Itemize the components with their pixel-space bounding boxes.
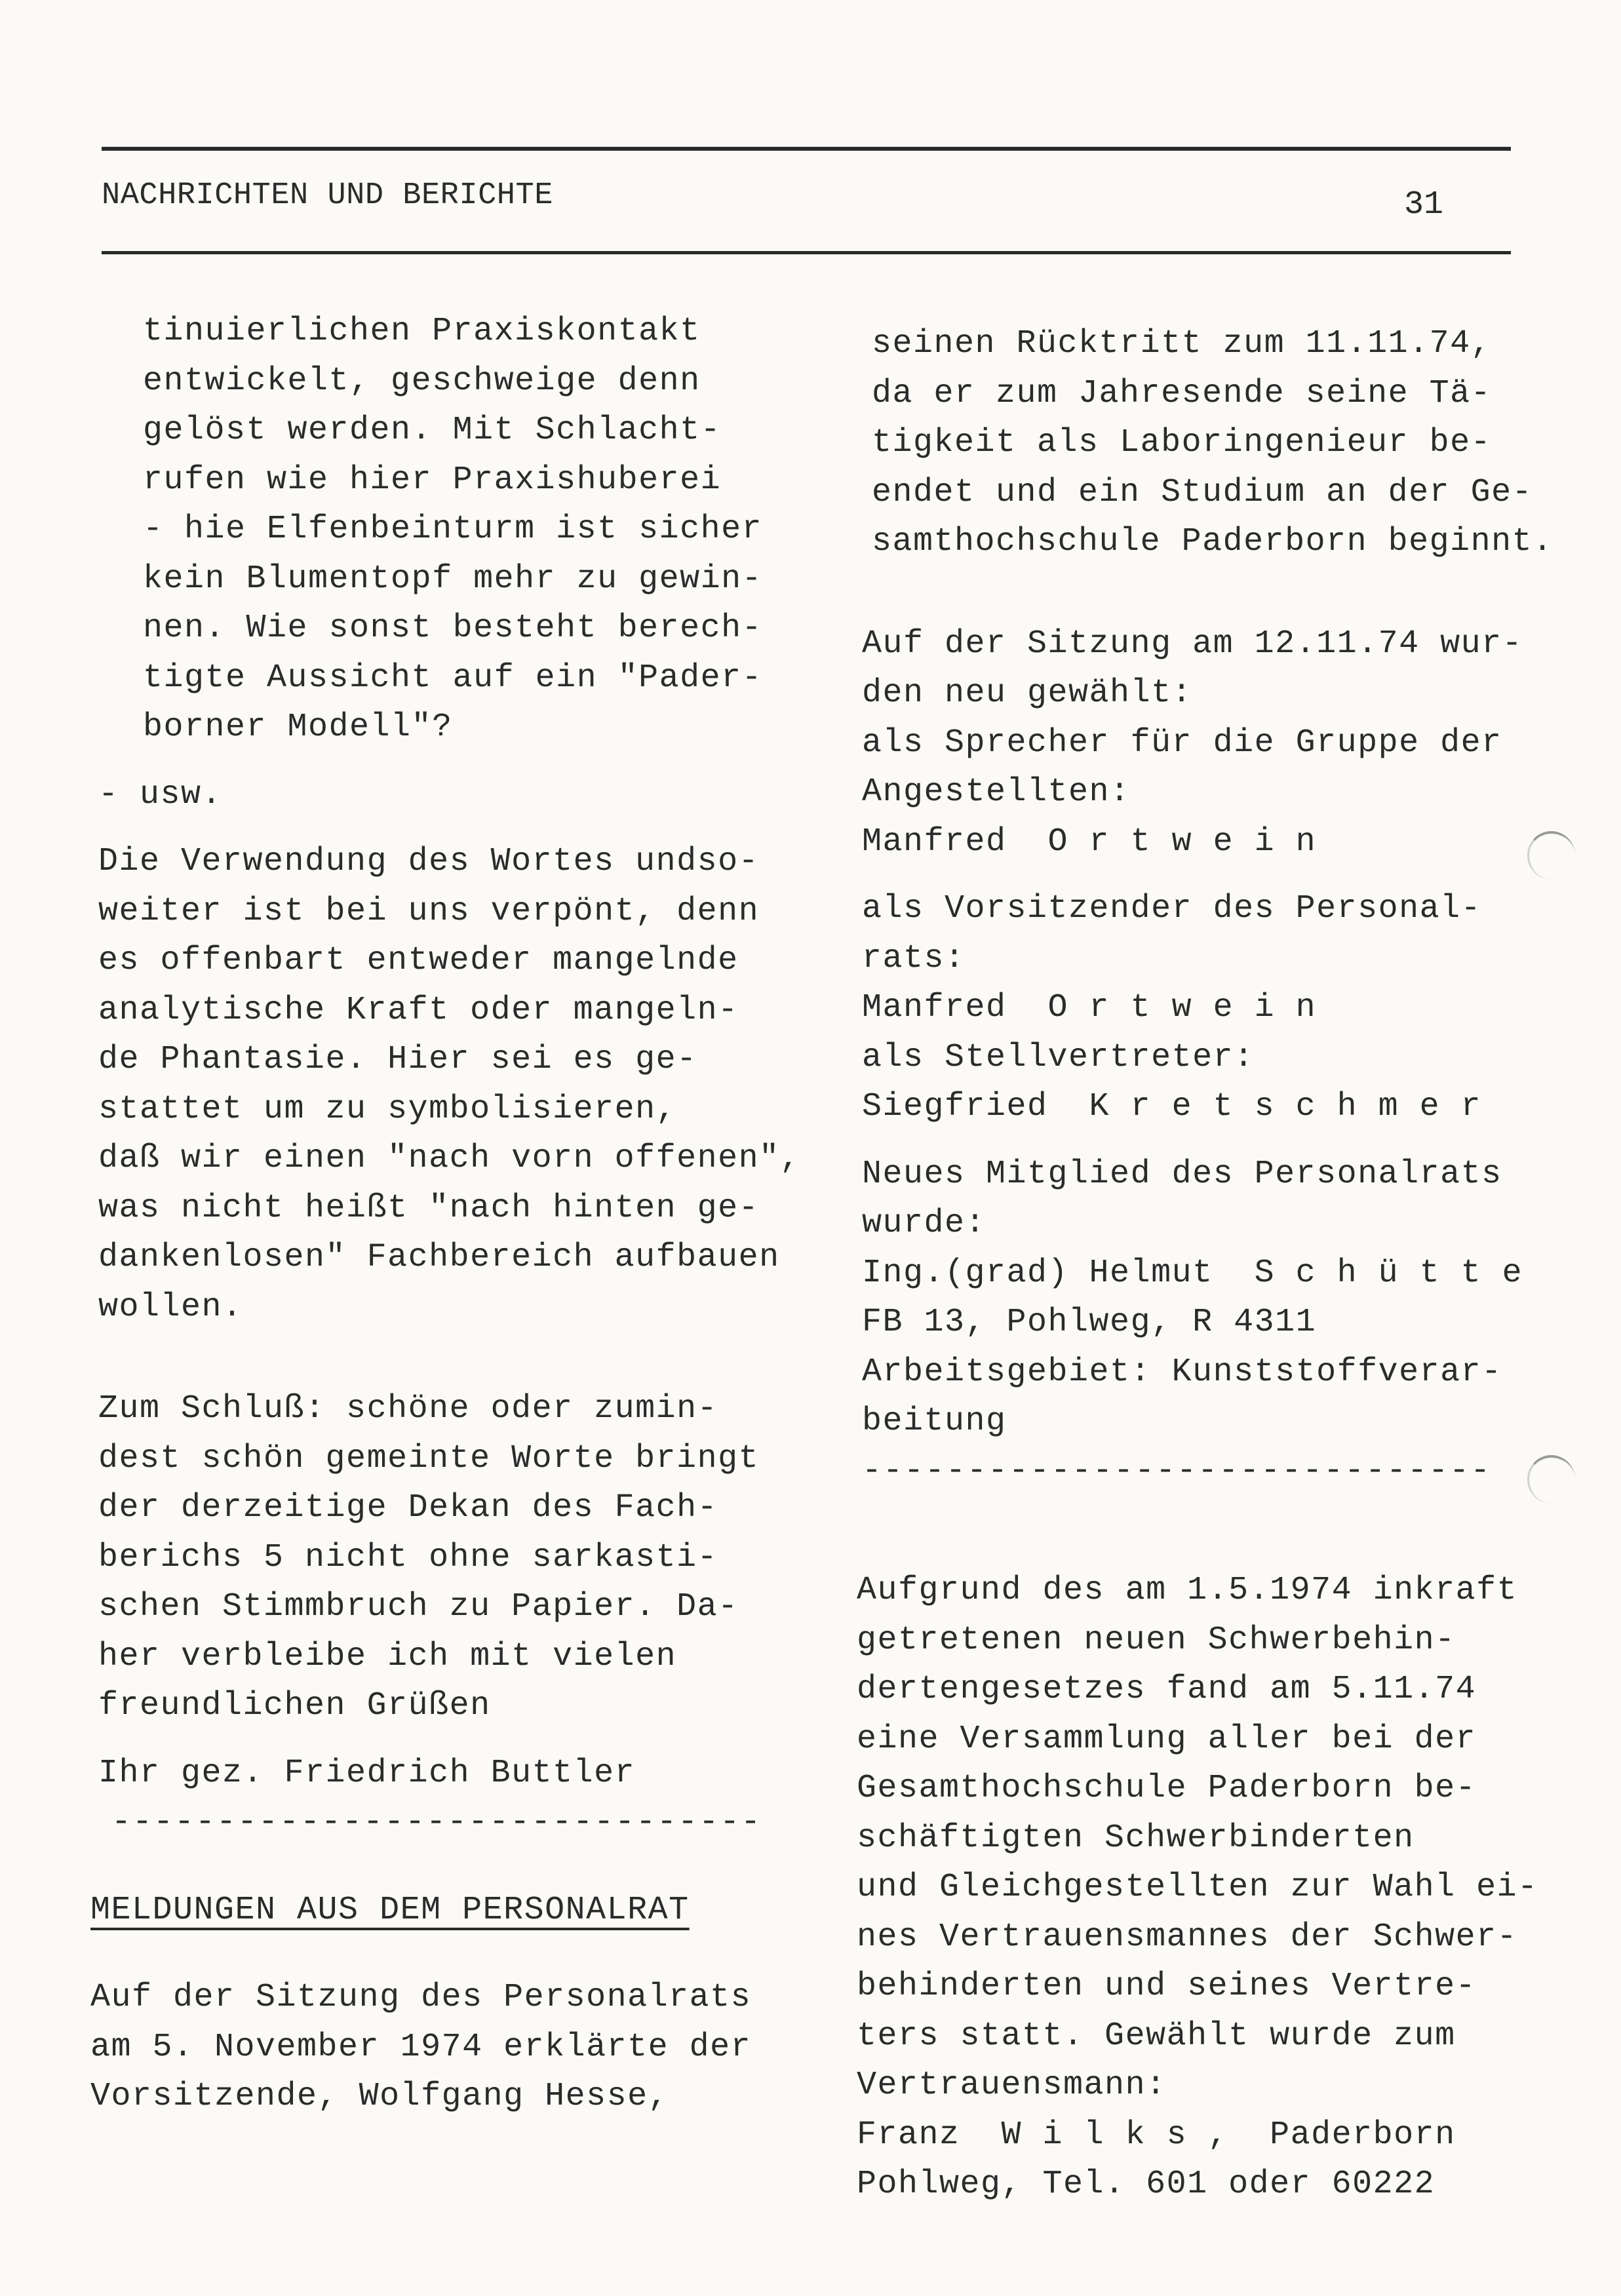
- text-line: borner Modell"?: [143, 709, 453, 746]
- text-line: rufen wie hier Praxishuberei: [143, 461, 722, 499]
- paragraph-schluss: [98, 1384, 806, 1731]
- text-line: schen Stimmbruch zu Papier. Da-: [98, 1588, 739, 1625]
- page-number: 31: [1404, 186, 1444, 224]
- text-line: was nicht heißt "nach hinten ge-: [98, 1189, 760, 1227]
- header-rule-bottom: [102, 251, 1511, 254]
- text-line: Angestellten:: [862, 773, 1131, 811]
- text-line: Auf der Sitzung des Personalrats: [90, 1979, 752, 2016]
- text-line: Siegfried K r e t s c h m e r: [862, 1088, 1482, 1125]
- running-head: NACHRICHTEN UND BERICHTE: [102, 178, 553, 213]
- text-line: wurde:: [862, 1205, 986, 1242]
- paragraph-personalrat: [90, 1973, 806, 2122]
- text-line: - hie Elfenbeinturm ist sicher: [143, 511, 763, 548]
- text-line: weiter ist bei uns verpönt, denn: [98, 892, 760, 930]
- text-line: behinderten und seines Vertre-: [857, 1968, 1477, 2005]
- text-line: gelöst werden. Mit Schlacht-: [143, 412, 722, 449]
- text-line: dertengesetzes fand am 5.11.74: [857, 1671, 1477, 1708]
- text-line: nes Vertrauensmannes der Schwer-: [857, 1918, 1518, 1956]
- text-line: seinen Rücktritt zum 11.11.74,: [872, 325, 1492, 362]
- text-line: Zum Schluß: schöne oder zumin-: [98, 1390, 718, 1428]
- text-line: als Vorsitzender des Personal-: [862, 890, 1482, 927]
- punch-hole-mark: [1527, 1455, 1575, 1504]
- text-line: es offenbart entweder mangelnde: [98, 942, 739, 979]
- punch-hole-mark: [1527, 831, 1575, 880]
- text-line: rats:: [862, 939, 966, 977]
- text-line: Pohlweg, Tel. 601 oder 60222: [857, 2166, 1435, 2203]
- text-line: tigte Aussicht auf ein "Pader-: [143, 659, 763, 697]
- text-line: ters statt. Gewählt wurde zum: [857, 2017, 1456, 2055]
- text-line: Aufgrund des am 1.5.1974 inkraft: [857, 1572, 1518, 1609]
- text-line: Ing.(grad) Helmut S c h ü t t e: [862, 1254, 1523, 1292]
- text-line: endet und ein Studium an der Ge-: [872, 473, 1533, 511]
- left-column: [90, 307, 806, 2122]
- dashed-divider: ------------------------------: [862, 1452, 1492, 1490]
- text-line: samthochschule Paderborn beginnt.: [872, 523, 1553, 560]
- paragraph-ruecktritt: [862, 319, 1557, 567]
- text-line: Franz W i l k s , Paderborn: [857, 2116, 1456, 2154]
- text-line: Neues Mitglied des Personalrats: [862, 1155, 1502, 1193]
- text-line: de Phantasie. Hier sei es ge-: [98, 1041, 697, 1078]
- text-line: nen. Wie sonst besteht berech-: [143, 610, 763, 647]
- text-line: Auf der Sitzung am 12.11.74 wur-: [862, 625, 1523, 663]
- text-line: Arbeitsgebiet: Kunststoffverar-: [862, 1353, 1502, 1391]
- paragraph-neuwahl: [862, 619, 1557, 867]
- section-heading: MELDUNGEN AUS DEM PERSONALRAT: [90, 1891, 690, 1929]
- usw-line: - usw.: [98, 775, 223, 813]
- text-line: eine Versammlung aller bei der: [857, 1720, 1477, 1758]
- text-line: Vorsitzende, Wolfgang Hesse,: [90, 2078, 669, 2115]
- text-line: dest schön gemeinte Worte bringt: [98, 1439, 760, 1477]
- text-line: Die Verwendung des Wortes undso-: [98, 843, 760, 880]
- paragraph-neues-mitglied: [862, 1150, 1557, 1447]
- text-line: Gesamthochschule Paderborn be-: [857, 1770, 1477, 1807]
- right-column: [857, 319, 1557, 2209]
- text-line: als Stellvertreter:: [862, 1038, 1255, 1076]
- text-line: schäftigten Schwerbinderten: [857, 1819, 1415, 1857]
- dashed-divider: -------------------------------: [111, 1804, 762, 1841]
- text-line: beitung: [862, 1403, 1007, 1440]
- signature: Ihr gez. Friedrich Buttler: [98, 1754, 636, 1792]
- text-line: tinuierlichen Praxiskontakt: [143, 313, 701, 350]
- text-line: Manfred O r t w e i n: [862, 823, 1317, 861]
- paragraph-undsoweiter: [98, 837, 806, 1332]
- text-line: und Gleichgestellten zur Wahl ei-: [857, 1869, 1538, 1906]
- text-line: analytische Kraft oder mangeln-: [98, 991, 739, 1029]
- text-line: freundlichen Grüßen: [98, 1687, 491, 1724]
- header-rule-top: [102, 147, 1511, 151]
- text-line: Vertrauensmann:: [857, 2067, 1167, 2104]
- text-line: wollen.: [98, 1288, 243, 1326]
- text-line: stattet um zu symbolisieren,: [98, 1090, 677, 1128]
- text-line: als Sprecher für die Gruppe der: [862, 724, 1502, 762]
- text-line: der derzeitige Dekan des Fach-: [98, 1489, 718, 1527]
- text-line: her verbleibe ich mit vielen: [98, 1637, 677, 1675]
- text-line: am 5. November 1974 erklärte der: [90, 2028, 752, 2066]
- paragraph-vorsitzender: [862, 884, 1557, 1132]
- text-line: berichs 5 nicht ohne sarkasti-: [98, 1538, 718, 1576]
- text-line: entwickelt, geschweige denn: [143, 362, 701, 400]
- text-line: den neu gewählt:: [862, 674, 1193, 712]
- text-line: kein Blumentopf mehr zu gewin-: [143, 560, 763, 598]
- paragraph-schwerbehinderte: [857, 1566, 1557, 2209]
- text-line: dankenlosen" Fachbereich aufbauen: [98, 1239, 780, 1276]
- text-line: tigkeit als Laboringenieur be-: [872, 424, 1492, 461]
- letter-continuation: [98, 307, 806, 752]
- text-line: daß wir einen "nach vorn offenen",: [98, 1140, 801, 1177]
- text-line: Manfred O r t w e i n: [862, 989, 1317, 1026]
- text-line: da er zum Jahresende seine Tä-: [872, 374, 1492, 412]
- text-line: getretenen neuen Schwerbehin-: [857, 1621, 1456, 1659]
- text-line: FB 13, Pohlweg, R 4311: [862, 1304, 1317, 1341]
